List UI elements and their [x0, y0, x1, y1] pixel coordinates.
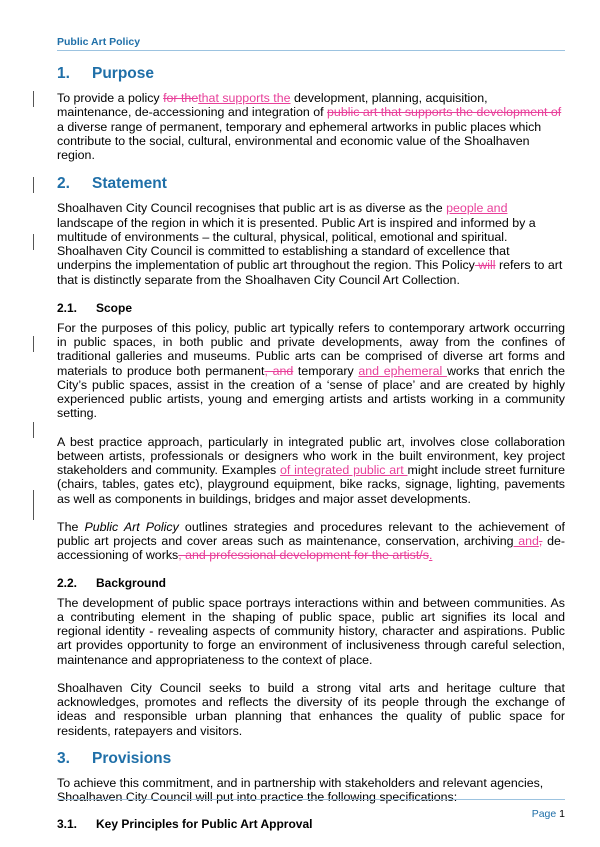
change-bar — [33, 234, 34, 250]
section-heading-purpose: 1. Purpose — [57, 65, 155, 82]
scope-paragraph-1: For the purposes of this policy, public art typically refers to contemporary artwork occurring in public spaces, in both public and private developments, away from the confines of traditional galleries and museums. Public arts can be comprised of diverse art forms and materials to produce both permanent, and temporary and ephemeral works that enrich the City’s public spaces, assist in the creation of a ‘sense of place’ and are created by highly experienced public artists, young and emerging artists and artists working in a community setting. — [57, 320, 565, 421]
header-rule — [57, 50, 565, 51]
header-title: Public Art Policy — [57, 36, 141, 48]
scope-paragraph-2: A best practice approach, particularly in integrated public art, involves close collaboration between artists, professionals or designers who work in the built environment, key project stakeholders and community. Examples of integrated public art might include street furniture (chairs, tables, gates etc), playground equipment, bike racks, signage, lighting, pavements as well as components in buildings, bridges and major asset developments. — [57, 434, 565, 506]
provisions-paragraph: To achieve this commitment, and in partnership with stakeholders and relevant agencies, Shoalhaven City Council will put into practice the following specifications: — [57, 775, 544, 804]
change-bar — [33, 336, 34, 352]
scope-paragraph-3: The Public Art Policy outlines strategies and procedures relevant to the achievement of public art projects and cover areas such as maintenance, conservation, archiving and, de-accessioning of works, and professional development for the artist/s. — [57, 519, 566, 563]
page-number: Page 1 — [531, 808, 565, 820]
background-paragraph-1: The development of public space portrays interactions within and between communities. As a contributing element in the shaping of public space, public art signifies its local and regional identity - revealing aspects of community history, character and aspirations. Public art provides opportunity to forge an environment of inclusiveness through careful selection, maintenance and appropriateness to the context of place. — [57, 595, 565, 667]
change-bar — [33, 91, 34, 107]
section-heading-provisions: 3. Provisions — [57, 749, 172, 767]
section-heading-statement: 2. Statement — [57, 175, 167, 193]
background-paragraph-2: Shoalhaven City Council seeks to build a strong vital arts and heritage culture that acknowledges, promotes and reflects the diversity of its people through the exchange of ideas and responsible urban planning that enhances the quality of public space for residents, ratepayers and visitors. — [57, 680, 565, 738]
change-bar — [33, 177, 34, 193]
change-bar — [33, 490, 34, 520]
document-body — [57, 65, 565, 831]
subsection-heading-key-principles: 3.1. Key Principles for Public Art Approval — [57, 817, 313, 832]
change-bar — [33, 422, 34, 438]
subsection-heading-background: 2.2. Background — [57, 575, 167, 590]
footer-rule — [57, 799, 565, 800]
statement-paragraph: Shoalhaven City Council recognises that public art is as diverse as the people and landscape of the region in which it is presented. Public Art is inspired and informed by a multitude of environments – the cultural, physical, political, emotional and spiritual. Shoalhaven City Council is committed to establishing a standard of excellence that underpins the implementation of public art throughout the region. This Policy will refers to art that is distinctly separate from the Shoalhaven City Council Art Collection. — [57, 201, 563, 287]
purpose-paragraph: To provide a policy for thethat supports the development, planning, acquisition, maintenance, de-accessioning and integration of public art that supports the development of a diverse range of permanent, temporary and ephemeral artworks in public places which contribute to the social, cultural, environmental and economic value of the Shoalhaven region. — [57, 91, 562, 162]
subsection-heading-scope: 2.1. Scope — [57, 300, 133, 315]
